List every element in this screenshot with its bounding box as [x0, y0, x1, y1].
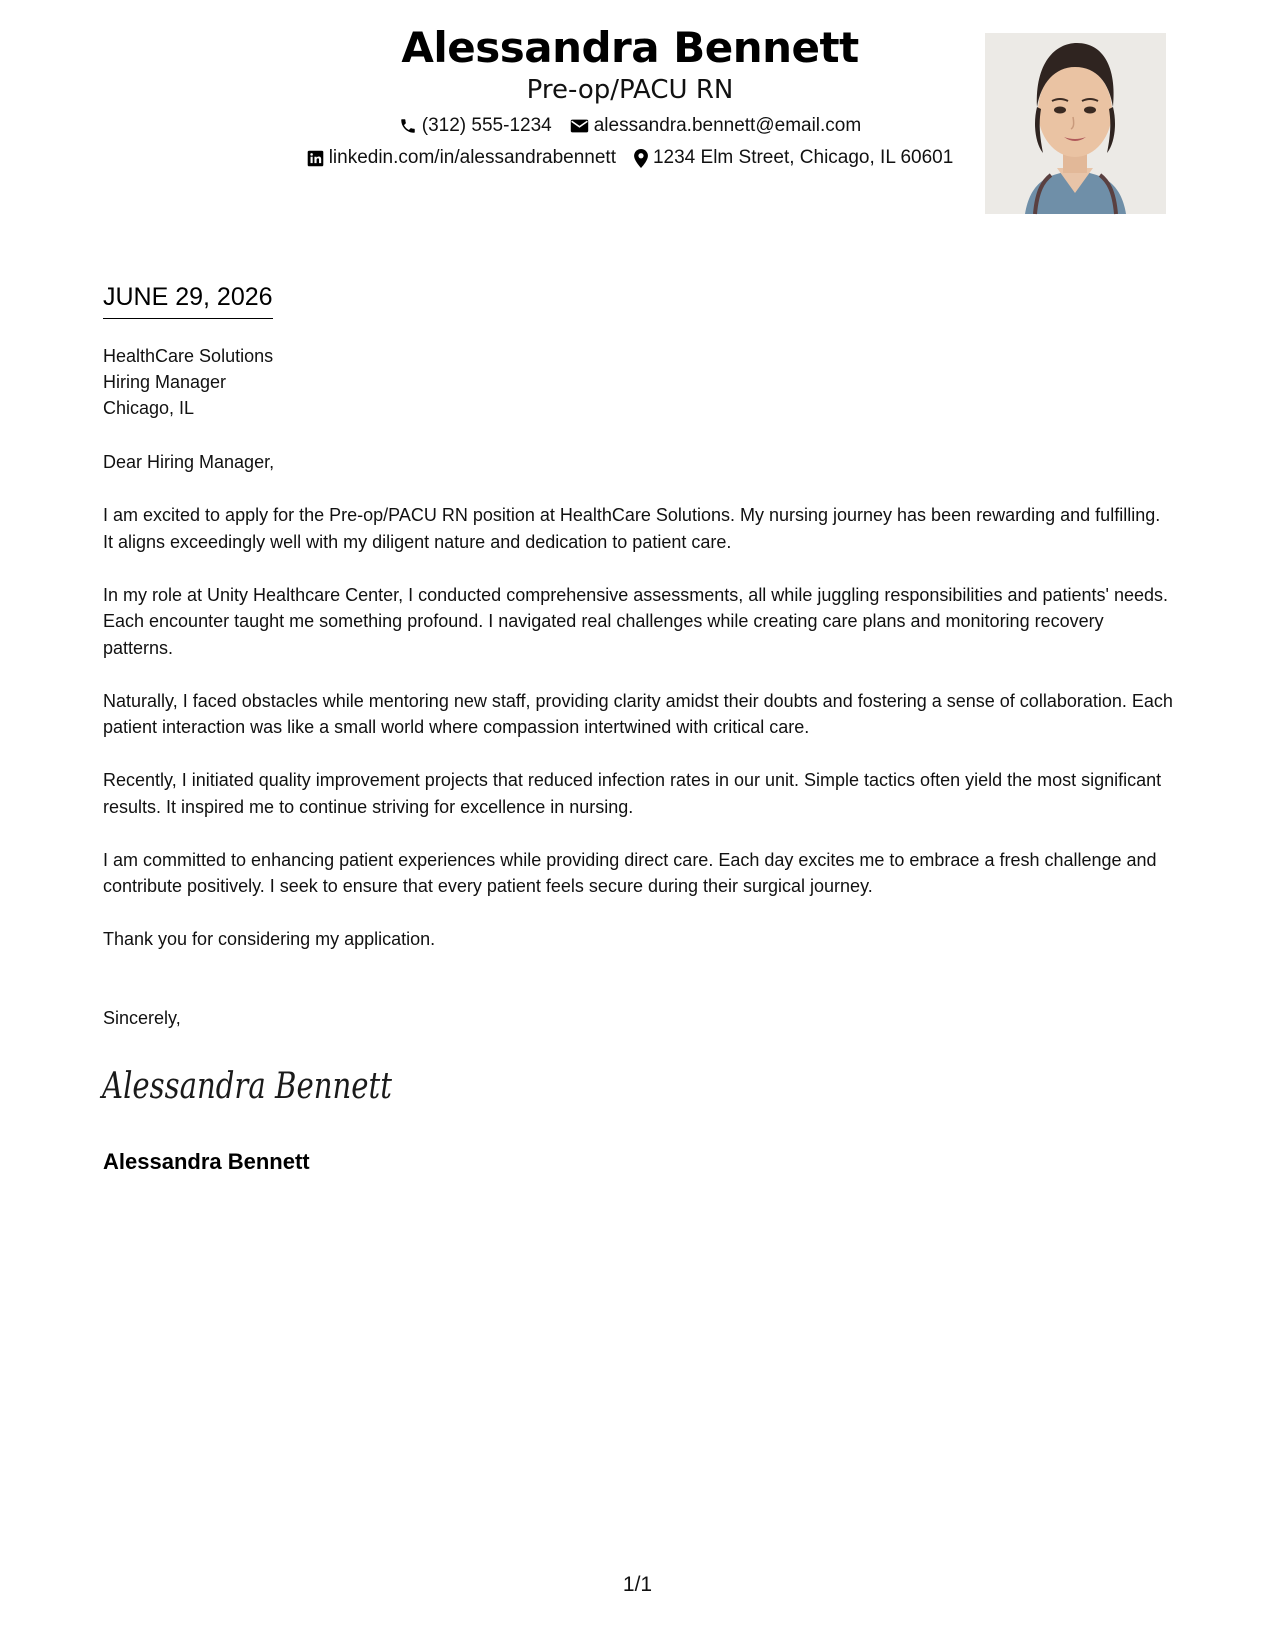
- linkedin-contact[interactable]: [307, 146, 616, 170]
- recipient-company: HealthCare Solutions: [103, 346, 274, 366]
- job-title: Pre-op/PACU RN: [526, 75, 734, 105]
- applicant-name: Alessandra Bennett: [401, 23, 859, 72]
- address-contact: [634, 146, 953, 170]
- page-number: 1/1: [622, 1573, 653, 1596]
- body-paragraph: Thank you for considering my application.: [103, 929, 436, 949]
- email-address: alessandra.bennett@email.com: [593, 115, 862, 136]
- street-address: 1234 Elm Street, Chicago, IL 60601: [652, 147, 954, 168]
- letter-date-block: [103, 282, 273, 319]
- signed-name: Alessandra Bennett: [103, 1149, 310, 1174]
- envelope-icon: [570, 118, 589, 134]
- handwritten-signature: [99, 1060, 393, 1108]
- body-paragraph: I am excited to apply for the Pre-op/PACU RN position at HealthCare Solutions. My nursing journey has been rewarding and fulfilling. It aligns exceedingly well with my diligent nature and dedication to patient care.: [103, 505, 1161, 552]
- phone-number: (312) 555-1234: [421, 115, 552, 136]
- svg-text:Alessandra Bennett: Alessandra Bennett: [99, 1066, 393, 1107]
- letter-body: [103, 449, 1173, 979]
- recipient-block: [103, 343, 273, 421]
- body-paragraph: Recently, I initiated quality improvement projects that reduced infection rates in our unit. Simple tactics often yield the most significant results. It inspired me to continue striving for excellence in nursing.: [103, 770, 1162, 817]
- recipient-location: Chicago, IL: [103, 398, 195, 418]
- phone-contact[interactable]: [399, 114, 552, 138]
- linkedin-url: linkedin.com/in/alessandrabennett: [328, 147, 616, 168]
- body-paragraph: Naturally, I faced obstacles while mentoring new staff, providing clarity amidst their doubts and fostering a sense of collaboration. Each patient interaction was like a small world where compassion intertwined with critical care.: [103, 690, 1173, 737]
- body-paragraph: I am committed to enhancing patient experiences while providing direct care. Each day excites me to embrace a fresh challenge and contribute positively. I seek to ensure that every patient feels secure during their surgical journey.: [103, 849, 1157, 896]
- profile-photo: [985, 33, 1166, 214]
- email-contact[interactable]: [570, 114, 861, 138]
- recipient-role: Hiring Manager: [103, 372, 227, 392]
- map-pin-icon: [634, 149, 648, 168]
- letter-date: JUNE 29, 2026: [103, 282, 273, 319]
- phone-icon: [399, 117, 417, 135]
- closing: Sincerely,: [103, 1008, 181, 1028]
- salutation: Dear Hiring Manager,: [103, 452, 275, 472]
- body-paragraph: In my role at Unity Healthcare Center, I conducted comprehensive assessments, all while juggling responsibilities and patients' needs. Each encounter taught me something profound. I navigated real challenges while creating care plans and monitoring recovery patterns.: [103, 584, 1168, 658]
- linkedin-icon: [307, 150, 324, 167]
